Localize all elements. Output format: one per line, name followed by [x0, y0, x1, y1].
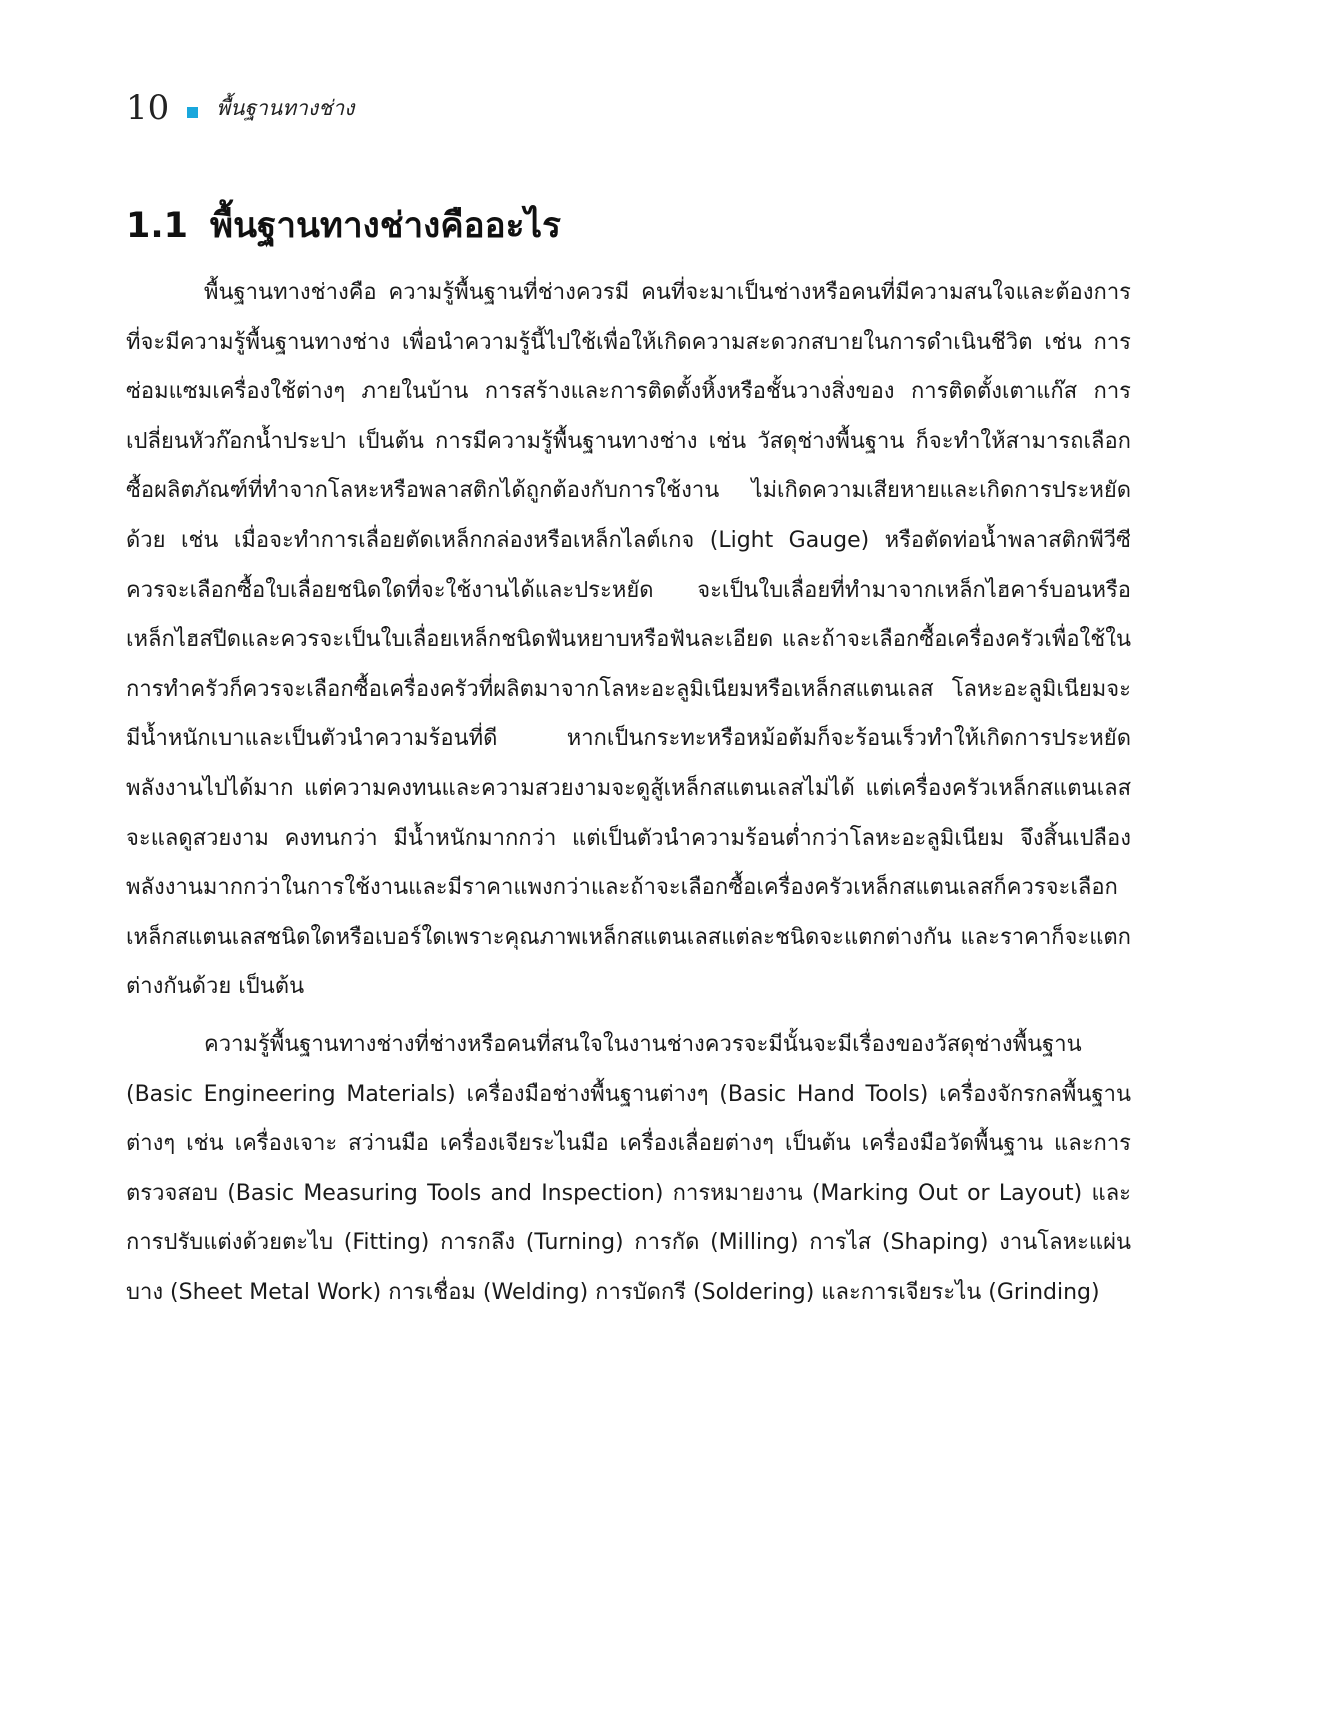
section-number: 1.1	[126, 206, 189, 246]
section-title: พื้นฐานทางช่างคืออะไร	[210, 206, 561, 246]
running-title: พื้นฐานทางช่าง	[216, 96, 355, 120]
paragraph-2: ความรู้พื้นฐานทางช่างที่ช่างหรือคนที่สนใจในงานช่างควรจะมีนั้นจะมีเรื่องของวัสดุช่างพื้นฐาน (Basic Engineering Materials) เครื่องมือช่างพื้นฐานต่างๆ (Basic Hand Tools) เครื่องจักรกลพื้นฐานต่างๆ เช่น เครื่องเจาะ สว่านมือ เครื่องเจียระไนมือ เครื่องเลื่อยต่างๆ เป็นต้น เครื่องมือวัดพื้นฐาน และการตรวจสอบ (Basic Measuring Tools and Inspection) การหมายงาน (Marking Out or Layout) และการปรับแต่งด้วยตะไบ (Fitting) การกลึง (Turning) การกัด (Milling) การไส (Shaping) งานโลหะแผ่นบาง (Sheet Metal Work) การเชื่อม (Welding) การบัดกรี (Soldering) และการเจียระไน (Grinding)	[126, 1031, 1131, 1305]
section-heading	[126, 198, 1136, 254]
body-text	[126, 268, 1131, 1325]
paragraph-1: พื้นฐานทางช่างคือ ความรู้พื้นฐานที่ช่างควรมี คนที่จะมาเป็นช่างหรือคนที่มีความสนใจและต้องการที่จะมีความรู้พื้นฐานทางช่าง เพื่อนำความรู้นี้ไปใช้เพื่อให้เกิดความสะดวกสบายในการดำเนินชีวิต เช่น การซ่อมแซมเครื่องใช้ต่างๆ ภายในบ้าน การสร้างและการติดตั้งหิ้งหรือชั้นวางสิ่งของ การติดตั้งเตาแก๊ส การเปลี่ยนหัวก๊อกน้ำประปา เป็นต้น การมีความรู้พื้นฐานทางช่าง เช่น วัสดุช่างพื้นฐาน ก็จะทำให้สามารถเลือกซื้อผลิตภัณฑ์ที่ทำจากโลหะหรือพลาสติกได้ถูกต้องกับการใช้งาน ไม่เกิดความเสียหายและเกิดการประหยัดด้วย เช่น เมื่อจะทำการเลื่อยตัดเหล็กกล่องหรือเหล็กไลต์เกจ (Light Gauge) หรือตัดท่อน้ำพลาสติกพีวีซี ควรจะเลือกซื้อใบเลื่อยชนิดใดที่จะใช้งานได้และประหยัด จะเป็นใบเลื่อยที่ทำมาจากเหล็กไฮคาร์บอนหรือเหล็กไฮสปีดและควรจะเป็นใบเลื่อยเหล็กชนิดฟันหยาบหรือฟันละเอียด และถ้าจะเลือกซื้อเครื่องครัวเพื่อใช้ในการทำครัวก็ควรจะเลือกซื้อเครื่องครัวที่ผลิตมาจากโลหะอะลูมิเนียมหรือเหล็กสแตนเลส โลหะอะลูมิเนียมจะมีน้ำหนักเบาและเป็นตัวนำความร้อนที่ดี หากเป็นกระทะหรือหม้อต้มก็จะร้อนเร็วทำให้เกิดการประหยัดพลังงานไปได้มาก แต่ความคงทนและความสวยงามจะดูสู้เหล็กสแตนเลสไม่ได้ แต่เครื่องครัวเหล็กสแตนเลสจะแลดูสวยงาม คงทนกว่า มีน้ำหนักมากกว่า แต่เป็นตัวนำความร้อนต่ำกว่าโลหะอะลูมิเนียม จึงสิ้นเปลืองพลังงานมากกว่าในการใช้งานและมีราคาแพงกว่าและถ้าจะเลือกซื้อเครื่องครัวเหล็กสแตนเลสก็ควรจะเลือกเหล็กสแตนเลสชนิดใดหรือเบอร์ใดเพราะคุณภาพเหล็กสแตนเลสแต่ละชนิดจะแตกต่างกัน และราคาก็จะแตกต่างกันด้วย เป็นต้น	[126, 280, 1131, 1000]
page-number: 10	[126, 88, 170, 128]
square-bullet-icon	[187, 107, 198, 118]
running-header	[126, 84, 354, 132]
